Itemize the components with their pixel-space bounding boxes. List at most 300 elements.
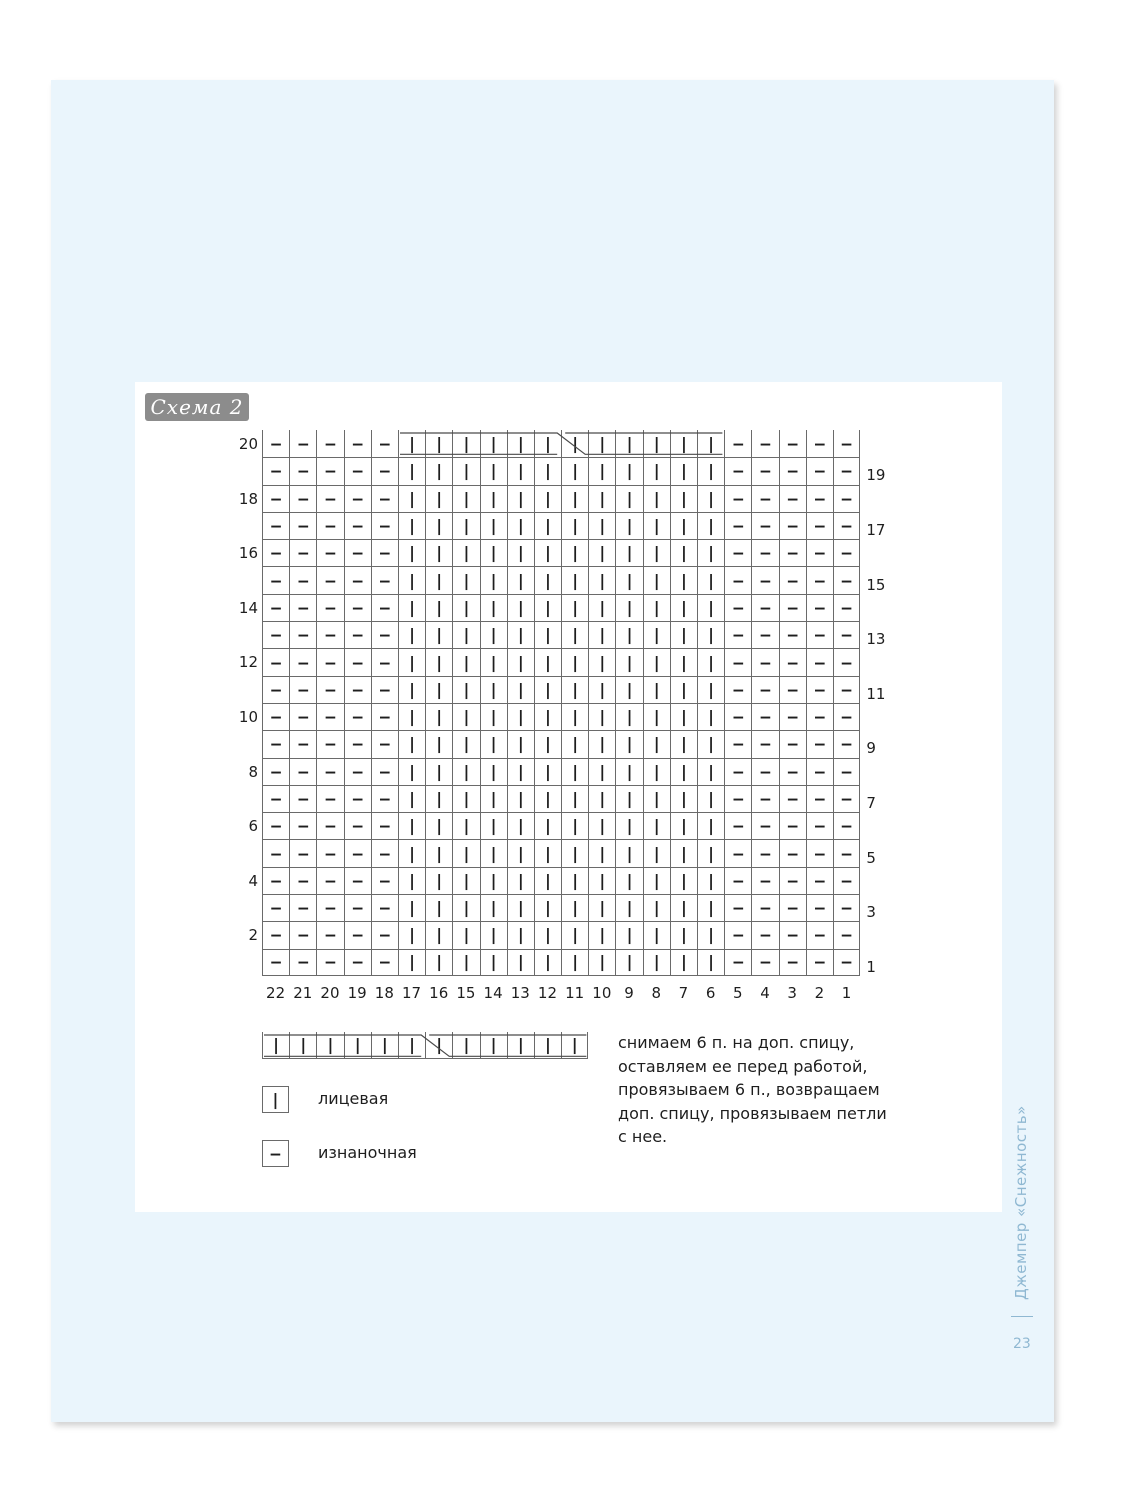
purl-stitch-symbol: — <box>262 1140 289 1167</box>
knit-stitch-cell: | <box>507 539 534 566</box>
purl-stitch-cell: — <box>289 839 316 866</box>
knit-stitch-cell: | <box>425 539 452 566</box>
knit-stitch-cell: | <box>425 512 452 539</box>
row-number-right: 7 <box>866 793 876 812</box>
purl-stitch-cell: — <box>344 839 371 866</box>
purl-stitch-cell: — <box>833 785 860 812</box>
knit-stitch-cell: | <box>670 839 697 866</box>
purl-stitch-cell: — <box>262 812 289 839</box>
chart-row <box>262 703 860 730</box>
purl-stitch-cell: — <box>289 949 316 976</box>
purl-stitch-cell: — <box>833 594 860 621</box>
purl-stitch-cell: — <box>344 703 371 730</box>
purl-stitch-cell: — <box>806 785 833 812</box>
knit-stitch-cell: | <box>588 485 615 512</box>
row-number-left: 18 <box>238 489 258 508</box>
knit-stitch-cell: | <box>588 867 615 894</box>
purl-stitch-cell: — <box>751 594 778 621</box>
knit-stitch-cell: | <box>425 648 452 675</box>
chart-row <box>262 457 860 484</box>
column-number: 7 <box>678 984 689 1002</box>
knitting-chart-grid <box>262 430 860 976</box>
knit-stitch-cell: | <box>615 539 642 566</box>
purl-stitch-cell: — <box>371 676 398 703</box>
purl-stitch-cell: — <box>724 648 751 675</box>
purl-stitch-cell: — <box>289 457 316 484</box>
knit-stitch-cell: | <box>615 566 642 593</box>
knit-stitch-cell: | <box>697 539 724 566</box>
purl-stitch-cell: — <box>262 485 289 512</box>
purl-stitch-cell: — <box>316 812 343 839</box>
knit-stitch-cell: | <box>398 648 425 675</box>
knit-stitch-cell: | <box>480 594 507 621</box>
knit-stitch-cell: | <box>425 430 452 457</box>
knit-stitch-cell: | <box>534 1032 561 1059</box>
knit-stitch-cell: | <box>452 648 479 675</box>
knit-stitch-cell: | <box>643 512 670 539</box>
purl-stitch-cell: — <box>344 921 371 948</box>
purl-stitch-cell: — <box>262 430 289 457</box>
purl-stitch-cell: — <box>316 457 343 484</box>
purl-stitch-cell: — <box>316 921 343 948</box>
purl-stitch-cell: — <box>289 812 316 839</box>
chart-row <box>262 758 860 785</box>
knit-stitch-cell: | <box>507 785 534 812</box>
chart-row <box>262 430 860 457</box>
knit-stitch-cell: | <box>398 676 425 703</box>
knit-stitch-cell: | <box>615 485 642 512</box>
purl-stitch-cell: — <box>724 921 751 948</box>
purl-stitch-cell: — <box>806 867 833 894</box>
knit-stitch-cell: | <box>561 703 588 730</box>
column-number: 9 <box>624 984 634 1002</box>
knit-stitch-cell: | <box>670 949 697 976</box>
row-number-right: 3 <box>866 903 876 922</box>
knit-stitch-cell: | <box>344 1032 371 1059</box>
purl-stitch-cell: — <box>724 949 751 976</box>
purl-stitch-cell: — <box>806 457 833 484</box>
column-number: 15 <box>456 984 476 1002</box>
purl-stitch-cell: — <box>371 594 398 621</box>
knit-stitch-cell: | <box>425 676 452 703</box>
knit-stitch-cell: | <box>588 949 615 976</box>
knit-stitch-cell: | <box>534 512 561 539</box>
knit-stitch-cell: | <box>615 430 642 457</box>
purl-stitch-cell: — <box>344 430 371 457</box>
chart-row <box>262 539 860 566</box>
knit-stitch-cell: | <box>670 621 697 648</box>
knit-stitch-cell: | <box>452 758 479 785</box>
knit-stitch-cell: | <box>588 921 615 948</box>
knit-stitch-cell: | <box>670 676 697 703</box>
knit-stitch-cell: | <box>398 812 425 839</box>
knit-stitch-cell: | <box>588 566 615 593</box>
knit-stitch-cell: | <box>480 566 507 593</box>
purl-stitch-cell: — <box>371 812 398 839</box>
knit-stitch-cell: | <box>452 839 479 866</box>
knit-stitch-cell: | <box>534 785 561 812</box>
knit-stitch-cell: | <box>561 566 588 593</box>
knit-stitch-cell: | <box>398 430 425 457</box>
purl-stitch-cell: — <box>316 594 343 621</box>
knit-stitch-cell: | <box>507 839 534 866</box>
purl-stitch-cell: — <box>344 867 371 894</box>
purl-stitch-cell: — <box>316 703 343 730</box>
knit-stitch-cell: | <box>507 594 534 621</box>
purl-stitch-cell: — <box>806 594 833 621</box>
purl-stitch-cell: — <box>724 812 751 839</box>
purl-stitch-cell: — <box>833 812 860 839</box>
knit-stitch-cell: | <box>670 648 697 675</box>
purl-stitch-cell: — <box>779 785 806 812</box>
knit-stitch-cell: | <box>643 839 670 866</box>
purl-stitch-cell: — <box>344 566 371 593</box>
row-number-left: 6 <box>248 817 258 836</box>
knit-stitch-cell: | <box>425 785 452 812</box>
knit-stitch-cell: | <box>507 485 534 512</box>
knit-stitch-cell: | <box>452 594 479 621</box>
column-number: 11 <box>565 984 585 1002</box>
knit-stitch-cell: | <box>480 1032 507 1059</box>
knit-stitch-cell: | <box>588 703 615 730</box>
footer-divider <box>1011 1316 1033 1317</box>
purl-stitch-cell: — <box>833 949 860 976</box>
purl-stitch-cell: — <box>724 457 751 484</box>
purl-stitch-cell: — <box>371 430 398 457</box>
knit-stitch-cell: | <box>398 730 425 757</box>
purl-stitch-cell: — <box>806 812 833 839</box>
knit-stitch-cell: | <box>480 485 507 512</box>
knit-stitch-cell: | <box>588 730 615 757</box>
knit-stitch-cell: | <box>480 894 507 921</box>
row-number-left: 20 <box>238 435 258 453</box>
knit-stitch-cell: | <box>452 703 479 730</box>
knit-stitch-cell: | <box>480 812 507 839</box>
knit-stitch-cell: | <box>670 566 697 593</box>
purl-stitch-cell: — <box>751 457 778 484</box>
purl-stitch-cell: — <box>371 703 398 730</box>
knit-stitch-cell: | <box>670 539 697 566</box>
knit-stitch-cell: | <box>534 485 561 512</box>
knit-stitch-cell: | <box>615 648 642 675</box>
column-number: 8 <box>651 984 661 1002</box>
purl-stitch-cell: — <box>262 894 289 921</box>
purl-stitch-cell: — <box>833 676 860 703</box>
knit-stitch-cell: | <box>398 512 425 539</box>
knit-stitch-cell: | <box>507 703 534 730</box>
knit-stitch-cell: | <box>561 1032 588 1059</box>
knit-stitch-cell: | <box>534 758 561 785</box>
column-numbers <box>262 984 860 1002</box>
knit-stitch-cell: | <box>643 539 670 566</box>
purl-stitch-cell: — <box>262 758 289 785</box>
knit-stitch-cell: | <box>480 430 507 457</box>
knit-stitch-cell: | <box>670 921 697 948</box>
row-number-left: 16 <box>238 544 258 563</box>
knit-stitch-cell: | <box>697 566 724 593</box>
knit-stitch-cell: | <box>507 621 534 648</box>
purl-stitch-cell: — <box>806 621 833 648</box>
knit-stitch-cell: | <box>561 621 588 648</box>
purl-stitch-cell: — <box>371 457 398 484</box>
purl-stitch-cell: — <box>779 676 806 703</box>
purl-stitch-cell: — <box>289 676 316 703</box>
purl-stitch-cell: — <box>724 703 751 730</box>
knit-stitch-cell: | <box>398 1032 425 1059</box>
purl-stitch-cell: — <box>806 539 833 566</box>
purl-stitch-cell: — <box>806 566 833 593</box>
knit-stitch-cell: | <box>588 758 615 785</box>
knit-stitch-cell: | <box>561 676 588 703</box>
purl-stitch-cell: — <box>262 839 289 866</box>
purl-stitch-cell: — <box>779 730 806 757</box>
knit-stitch-cell: | <box>643 921 670 948</box>
row-number-right: 15 <box>866 575 886 594</box>
row-number-left: 10 <box>238 708 258 726</box>
purl-stitch-cell: — <box>289 785 316 812</box>
knit-stitch-cell: | <box>697 894 724 921</box>
knit-stitch-cell: | <box>425 921 452 948</box>
purl-stitch-cell: — <box>262 566 289 593</box>
chart-row <box>262 566 860 593</box>
purl-stitch-cell: — <box>289 758 316 785</box>
chart-row <box>262 730 860 757</box>
column-number: 16 <box>429 984 449 1002</box>
knit-stitch-cell: | <box>615 703 642 730</box>
knit-stitch-cell: | <box>615 676 642 703</box>
purl-stitch-cell: — <box>724 730 751 757</box>
purl-stitch-cell: — <box>779 539 806 566</box>
knit-stitch-label: лицевая <box>318 1089 389 1108</box>
row-number-left: 14 <box>238 598 258 617</box>
knit-stitch-cell: | <box>561 758 588 785</box>
purl-stitch-cell: — <box>751 566 778 593</box>
purl-stitch-cell: — <box>806 730 833 757</box>
knit-stitch-cell: | <box>643 485 670 512</box>
knit-stitch-cell: | <box>697 839 724 866</box>
knit-stitch-cell: | <box>561 648 588 675</box>
purl-stitch-cell: — <box>779 594 806 621</box>
purl-stitch-cell: — <box>751 621 778 648</box>
row-number-right: 9 <box>866 739 876 758</box>
knit-stitch-cell: | <box>507 430 534 457</box>
purl-stitch-cell: — <box>289 430 316 457</box>
column-number: 13 <box>510 984 530 1002</box>
purl-stitch-cell: — <box>751 485 778 512</box>
purl-stitch-cell: — <box>751 430 778 457</box>
purl-stitch-cell: — <box>344 949 371 976</box>
knit-stitch-cell: | <box>452 621 479 648</box>
purl-stitch-cell: — <box>371 758 398 785</box>
purl-stitch-cell: — <box>371 539 398 566</box>
knit-stitch-cell: | <box>507 867 534 894</box>
knit-stitch-cell: | <box>398 894 425 921</box>
knit-stitch-cell: | <box>643 785 670 812</box>
knit-stitch-cell: | <box>398 839 425 866</box>
knit-stitch-cell: | <box>588 621 615 648</box>
purl-stitch-cell: — <box>262 648 289 675</box>
purl-stitch-cell: — <box>344 621 371 648</box>
knit-stitch-cell: | <box>534 457 561 484</box>
purl-stitch-cell: — <box>833 566 860 593</box>
knit-stitch-cell: | <box>643 621 670 648</box>
knit-stitch-cell: | <box>480 457 507 484</box>
chart-row <box>262 812 860 839</box>
purl-stitch-cell: — <box>779 921 806 948</box>
purl-stitch-cell: — <box>779 812 806 839</box>
purl-stitch-cell: — <box>751 867 778 894</box>
knit-stitch-cell: | <box>615 512 642 539</box>
knit-stitch-cell: | <box>561 430 588 457</box>
knit-stitch-cell: | <box>697 621 724 648</box>
purl-stitch-cell: — <box>262 457 289 484</box>
purl-stitch-cell: — <box>751 730 778 757</box>
purl-stitch-cell: — <box>316 648 343 675</box>
row-number-right: 13 <box>866 630 886 649</box>
knit-stitch-cell: | <box>452 730 479 757</box>
knit-stitch-cell: | <box>588 430 615 457</box>
knit-stitch-cell: | <box>697 703 724 730</box>
purl-stitch-cell: — <box>289 648 316 675</box>
purl-stitch-cell: — <box>833 758 860 785</box>
row-number-right: 11 <box>866 684 886 703</box>
purl-stitch-cell: — <box>316 676 343 703</box>
column-number: 19 <box>347 984 367 1002</box>
knit-stitch-cell: | <box>398 921 425 948</box>
purl-stitch-cell: — <box>806 430 833 457</box>
column-number: 14 <box>483 984 503 1002</box>
knit-stitch-cell: | <box>316 1032 343 1059</box>
purl-stitch-cell: — <box>724 594 751 621</box>
purl-stitch-cell: — <box>724 566 751 593</box>
knit-stitch-cell: | <box>452 1032 479 1059</box>
purl-stitch-cell: — <box>316 839 343 866</box>
knit-stitch-cell: | <box>643 594 670 621</box>
knit-stitch-cell: | <box>507 812 534 839</box>
knit-stitch-cell: | <box>697 457 724 484</box>
purl-stitch-cell: — <box>833 839 860 866</box>
purl-stitch-cell: — <box>262 921 289 948</box>
knit-stitch-cell: | <box>507 949 534 976</box>
purl-stitch-cell: — <box>371 648 398 675</box>
purl-stitch-cell: — <box>344 485 371 512</box>
knit-stitch-cell: | <box>398 539 425 566</box>
knit-stitch-cell: | <box>452 812 479 839</box>
purl-stitch-cell: — <box>833 921 860 948</box>
knit-stitch-cell: | <box>534 648 561 675</box>
knit-stitch-cell: | <box>534 430 561 457</box>
purl-stitch-cell: — <box>806 949 833 976</box>
knit-stitch-cell: | <box>425 758 452 785</box>
knit-stitch-cell: | <box>507 566 534 593</box>
purl-stitch-cell: — <box>779 485 806 512</box>
knit-stitch-cell: | <box>534 539 561 566</box>
knit-stitch-cell: | <box>480 703 507 730</box>
purl-stitch-cell: — <box>262 512 289 539</box>
purl-stitch-cell: — <box>289 921 316 948</box>
knit-stitch-cell: | <box>561 730 588 757</box>
knit-stitch-cell: | <box>615 785 642 812</box>
knit-stitch-cell: | <box>452 457 479 484</box>
purl-stitch-cell: — <box>316 894 343 921</box>
knit-stitch-cell: | <box>561 539 588 566</box>
knit-stitch-cell: | <box>425 949 452 976</box>
purl-stitch-label: изнаночная <box>318 1143 417 1162</box>
purl-stitch-cell: — <box>806 758 833 785</box>
purl-stitch-cell: — <box>344 730 371 757</box>
knit-stitch-cell: | <box>534 594 561 621</box>
knit-stitch-cell: | <box>561 949 588 976</box>
purl-stitch-cell: — <box>289 485 316 512</box>
purl-stitch-cell: — <box>779 430 806 457</box>
purl-stitch-cell: — <box>262 867 289 894</box>
knit-stitch-cell: | <box>697 921 724 948</box>
knit-stitch-cell: | <box>615 812 642 839</box>
knit-stitch-cell: | <box>643 894 670 921</box>
purl-stitch-cell: — <box>751 785 778 812</box>
knit-stitch-cell: | <box>561 894 588 921</box>
purl-stitch-cell: — <box>724 512 751 539</box>
knit-stitch-cell: | <box>670 457 697 484</box>
knit-stitch-cell: | <box>697 730 724 757</box>
knit-stitch-cell: | <box>507 1032 534 1059</box>
column-number: 22 <box>266 984 286 1002</box>
knit-stitch-cell: | <box>561 812 588 839</box>
knit-stitch-cell: | <box>480 621 507 648</box>
knit-stitch-cell: | <box>480 730 507 757</box>
purl-stitch-cell: — <box>806 894 833 921</box>
knit-stitch-cell: | <box>697 812 724 839</box>
purl-stitch-cell: — <box>371 785 398 812</box>
knit-stitch-cell: | <box>697 758 724 785</box>
purl-stitch-cell: — <box>779 949 806 976</box>
knit-stitch-cell: | <box>643 758 670 785</box>
knit-stitch-cell: | <box>588 785 615 812</box>
purl-stitch-cell: — <box>806 676 833 703</box>
purl-stitch-cell: — <box>806 512 833 539</box>
knit-stitch-cell: | <box>262 1032 289 1059</box>
knit-stitch-cell: | <box>588 594 615 621</box>
purl-stitch-cell: — <box>316 949 343 976</box>
chart-row <box>262 839 860 866</box>
knit-stitch-cell: | <box>480 758 507 785</box>
knit-stitch-cell: | <box>588 812 615 839</box>
knit-stitch-cell: | <box>643 457 670 484</box>
purl-stitch-cell: — <box>262 730 289 757</box>
purl-stitch-cell: — <box>344 812 371 839</box>
knit-stitch-cell: | <box>534 703 561 730</box>
knit-stitch-cell: | <box>670 512 697 539</box>
purl-stitch-cell: — <box>724 839 751 866</box>
knit-stitch-cell: | <box>670 430 697 457</box>
knit-stitch-cell: | <box>643 730 670 757</box>
purl-stitch-cell: — <box>833 485 860 512</box>
purl-stitch-cell: — <box>344 648 371 675</box>
purl-stitch-cell: — <box>779 648 806 675</box>
row-number-left: 8 <box>248 762 258 781</box>
purl-stitch-cell: — <box>344 539 371 566</box>
purl-stitch-cell: — <box>262 949 289 976</box>
purl-stitch-cell: — <box>316 485 343 512</box>
purl-stitch-cell: — <box>289 566 316 593</box>
purl-stitch-cell: — <box>344 894 371 921</box>
purl-stitch-cell: — <box>833 867 860 894</box>
purl-stitch-cell: — <box>316 539 343 566</box>
column-number: 10 <box>592 984 612 1002</box>
purl-stitch-cell: — <box>262 594 289 621</box>
knit-stitch-cell: | <box>452 539 479 566</box>
knit-stitch-cell: | <box>615 949 642 976</box>
